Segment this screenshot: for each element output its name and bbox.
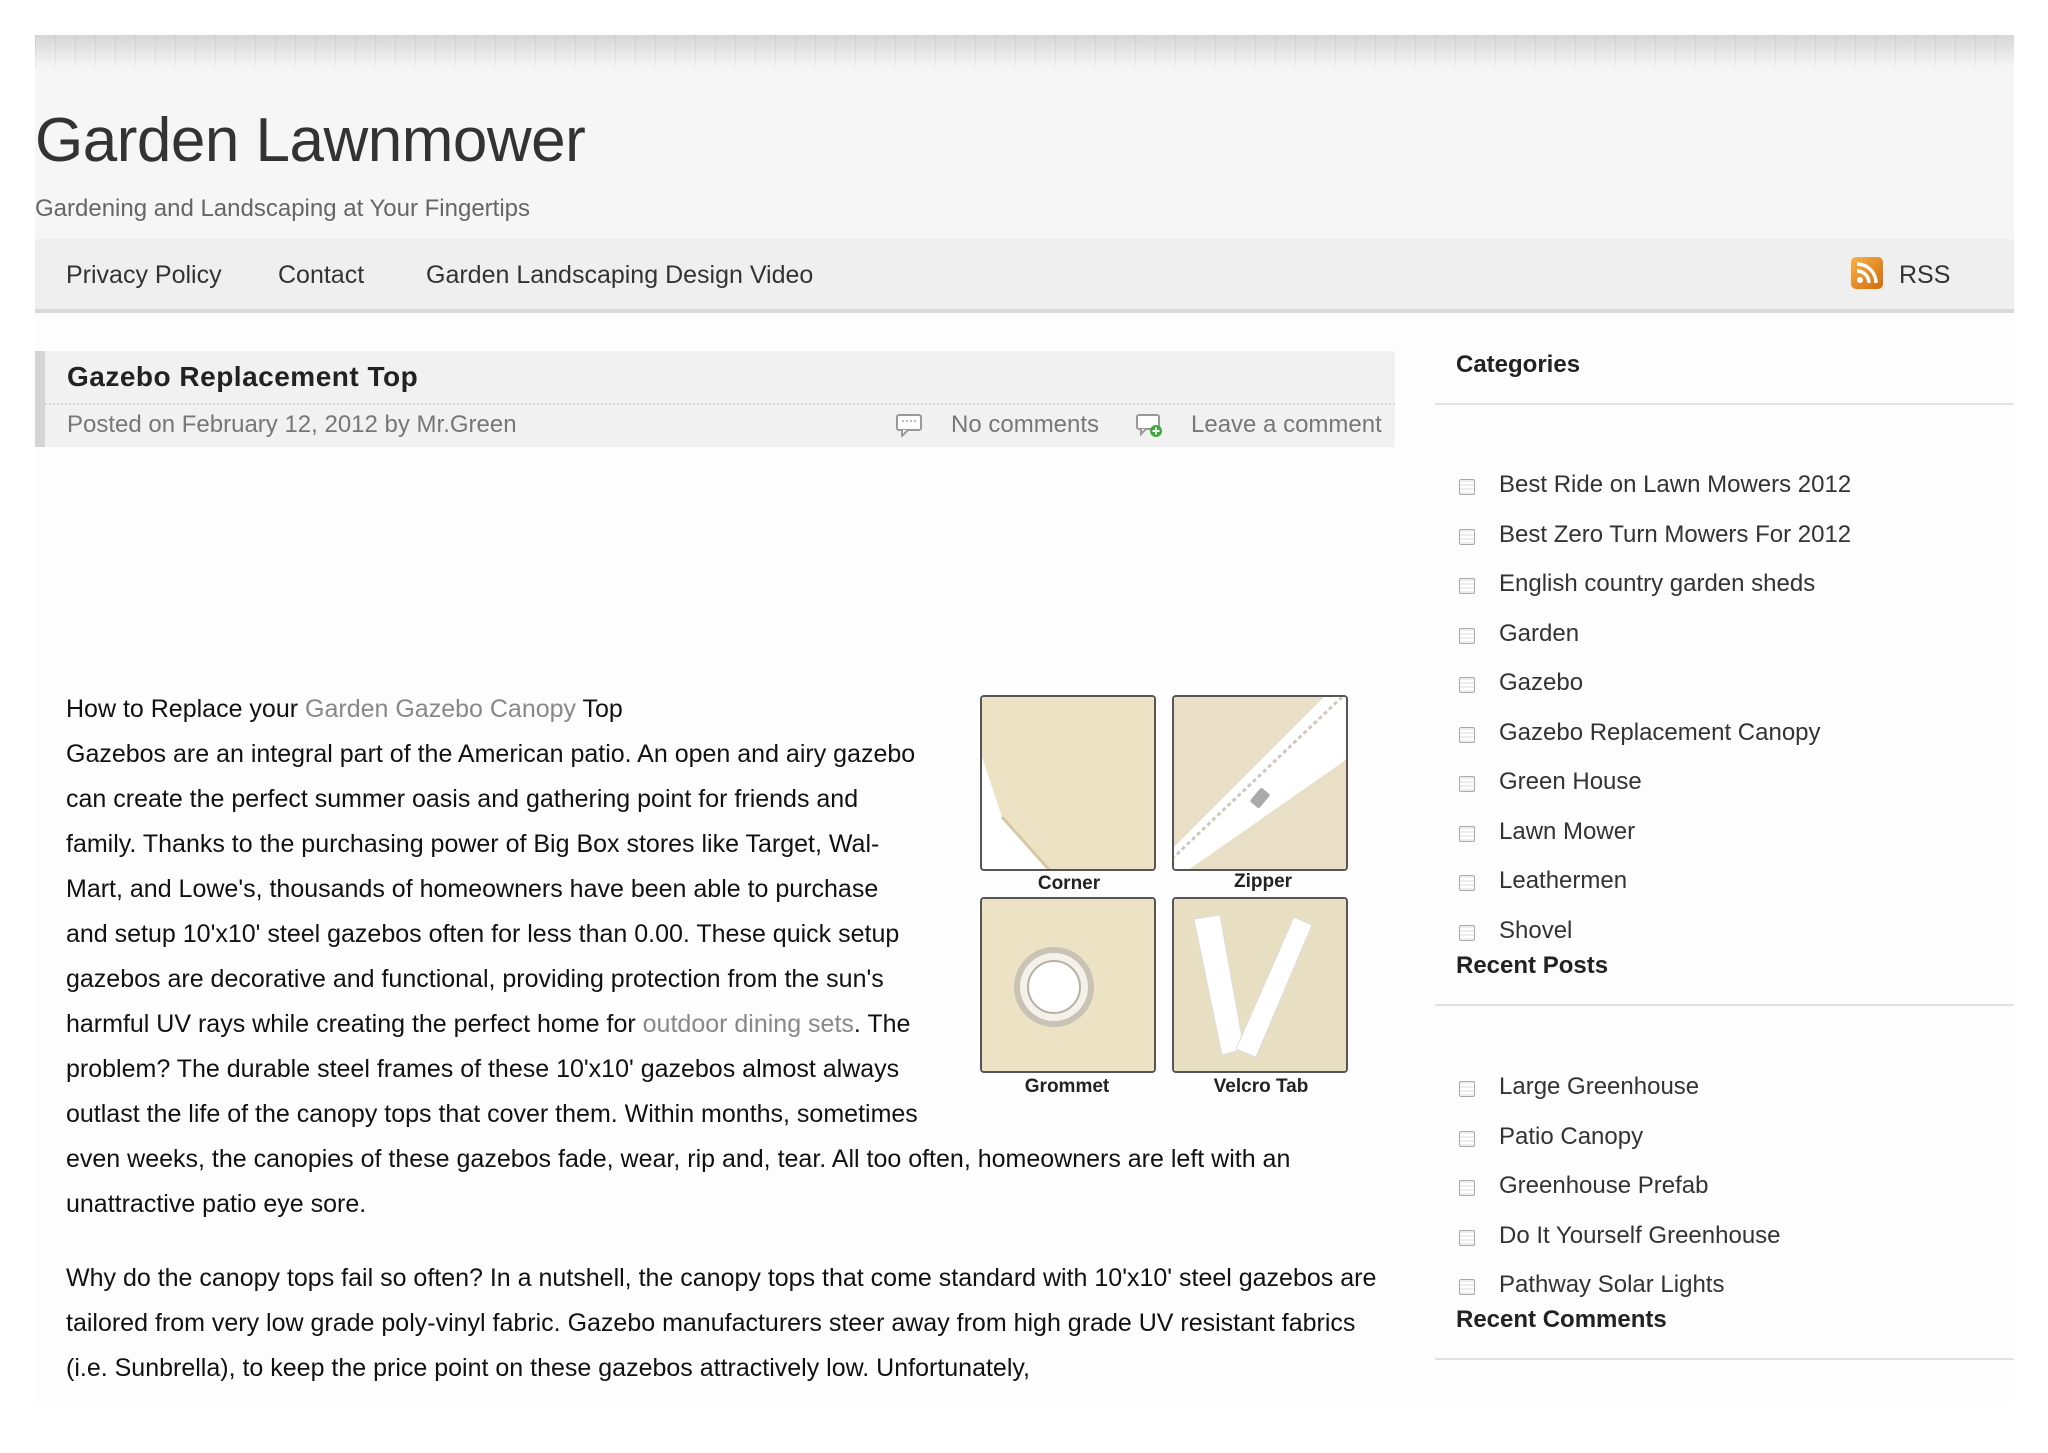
list-bullet-icon xyxy=(1459,776,1475,792)
divider xyxy=(45,403,1395,405)
rss-link[interactable]: RSS xyxy=(1899,261,1951,289)
figure-label-zipper: Zipper xyxy=(1233,871,1293,892)
list-bullet-icon xyxy=(1459,1081,1475,1097)
list-bullet-icon xyxy=(1459,529,1475,545)
add-comment-icon xyxy=(1135,413,1163,437)
zipper-photo xyxy=(1172,695,1348,871)
list-bullet-icon xyxy=(1459,727,1475,743)
category-item[interactable]: Garden xyxy=(1499,620,1580,647)
category-item[interactable]: English country garden sheds xyxy=(1499,570,1816,597)
site-title[interactable]: Garden Lawnmower xyxy=(35,106,586,175)
recent-post-item[interactable]: Patio Canopy xyxy=(1499,1123,1644,1150)
post-content xyxy=(66,687,1396,1403)
list-bullet-icon xyxy=(1459,1230,1475,1246)
intro-prefix: How to Replace your xyxy=(66,695,299,723)
list-bullet-icon xyxy=(1459,826,1475,842)
recent-post-item[interactable]: Large Greenhouse xyxy=(1499,1073,1700,1100)
categories-widget-title: Categories xyxy=(1456,351,1581,378)
list-bullet-icon xyxy=(1459,925,1475,941)
list-bullet-icon xyxy=(1459,875,1475,891)
nav-item-privacy-policy[interactable]: Privacy Policy xyxy=(66,261,222,289)
garden-gazebo-canopy-link[interactable]: Garden Gazebo Canopy xyxy=(305,695,577,723)
recent-posts-widget-title: Recent Posts xyxy=(1456,952,1609,979)
site-tagline: Gardening and Landscaping at Your Fingertips xyxy=(35,195,531,222)
category-item[interactable]: Lawn Mower xyxy=(1499,818,1636,845)
category-item[interactable]: Shovel xyxy=(1499,917,1573,944)
recent-post-item[interactable]: Do It Yourself Greenhouse xyxy=(1499,1222,1781,1249)
figure-label-corner: Corner xyxy=(1037,873,1101,894)
category-item[interactable]: Best Ride on Lawn Mowers 2012 xyxy=(1499,471,1852,498)
divider xyxy=(1435,1358,2014,1360)
outdoor-dining-sets-link[interactable]: outdoor dining sets xyxy=(642,1010,854,1038)
top-texture-strip xyxy=(35,35,2014,67)
category-item[interactable]: Green House xyxy=(1499,768,1642,795)
list-bullet-icon xyxy=(1459,1180,1475,1196)
nav-item-garden-landscaping-design-video[interactable]: Garden Landscaping Design Video xyxy=(426,261,814,289)
list-bullet-icon xyxy=(1459,479,1475,495)
paragraph-1-text-a: Gazebos are an integral part of the American patio. An open and airy gazebo can create the perfect summer oasis and gathering point for friends and family. Thanks to the purchasing power of Big Box stores like Target, Wal-Mart, and Lowe's, thousands of homeowners have been able to purchase and setup 10'x10' steel gazebos often for less than 0.00. These quick setup gazebos are decorative and functional, providing protection from the sun's harmful UV rays while creating the perfect home for xyxy=(66,740,916,1038)
paragraph-2: Why do the canopy tops fail so often? In a nutshell, the canopy tops that come standard with 10'x10' steel gazebos are tailored from very low grade poly-vinyl fabric. Gazebo manufacturers steer away from high grade UV resistant fabrics (i.e. Sunbrella), to keep the price point on these gazebos attractively low. Unfortunately, xyxy=(66,1264,1377,1382)
intro-suffix: Top xyxy=(582,695,623,723)
site-header xyxy=(35,67,2014,239)
recent-comments-widget-title: Recent Comments xyxy=(1456,1306,1667,1333)
category-item[interactable]: Best Zero Turn Mowers For 2012 xyxy=(1499,521,1852,548)
category-item[interactable]: Leathermen xyxy=(1499,867,1628,894)
main-navigation xyxy=(35,239,2014,313)
figure-label-velcro-tab: Velcro Tab xyxy=(1213,1076,1309,1097)
grommet-photo xyxy=(980,897,1156,1073)
comments-icon xyxy=(895,413,923,437)
divider xyxy=(1435,1004,2014,1006)
category-item[interactable]: Gazebo xyxy=(1499,669,1584,696)
list-bullet-icon xyxy=(1459,677,1475,693)
figure-label-grommet: Grommet xyxy=(1024,1076,1110,1097)
rss-icon[interactable] xyxy=(1851,257,1883,289)
nav-item-contact[interactable]: Contact xyxy=(278,261,365,289)
canopy-parts-image xyxy=(980,695,1378,1103)
category-item[interactable]: Gazebo Replacement Canopy xyxy=(1499,719,1821,746)
list-bullet-icon xyxy=(1459,628,1475,644)
post-header xyxy=(35,351,1395,447)
page xyxy=(35,35,2014,1403)
divider xyxy=(1435,403,2014,405)
post-title[interactable]: Gazebo Replacement Top xyxy=(67,361,419,392)
leave-comment-link[interactable]: Leave a comment xyxy=(1191,411,1382,438)
post-meta: Posted on February 12, 2012 by Mr.Green xyxy=(67,411,517,438)
no-comments-link[interactable]: No comments xyxy=(951,411,1100,438)
list-bullet-icon xyxy=(1459,578,1475,594)
paragraph-1-text-b: . The problem? The durable steel frames of these 10'x10' gazebos almost always outlast the life of the canopy tops that cover them. Within months, sometimes even weeks, the canopies of these gazebos fade, wear, rip and, tear. All too often, homeowners are left with an unattractive patio eye sore. xyxy=(66,1010,1291,1218)
corner-photo xyxy=(980,695,1156,871)
velcro-tab-photo xyxy=(1172,897,1348,1073)
list-bullet-icon xyxy=(1459,1131,1475,1147)
recent-post-item[interactable]: Pathway Solar Lights xyxy=(1499,1271,1725,1298)
recent-post-item[interactable]: Greenhouse Prefab xyxy=(1499,1172,1709,1199)
list-bullet-icon xyxy=(1459,1279,1475,1295)
